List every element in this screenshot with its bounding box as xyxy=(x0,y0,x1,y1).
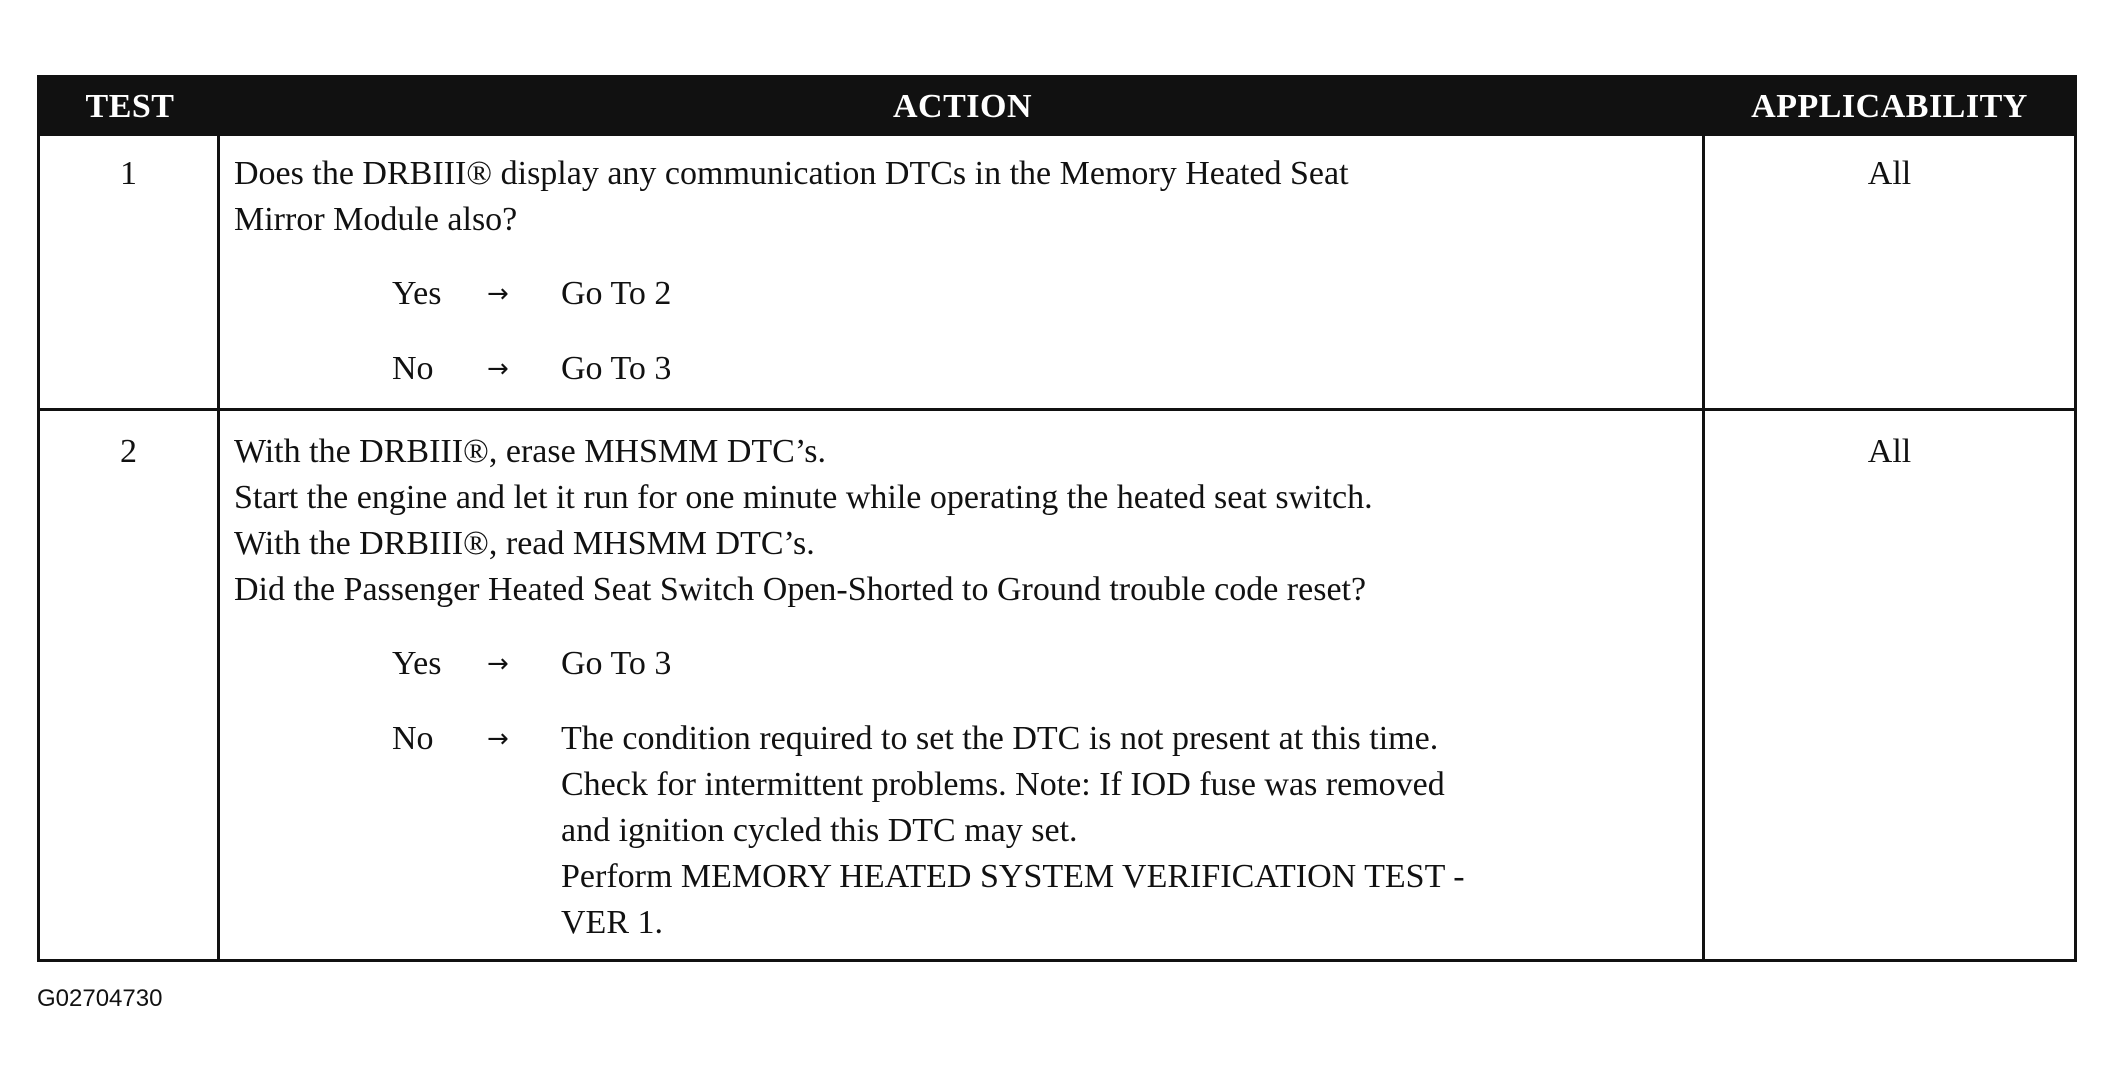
action-line: Does the DRBIII® display any communication DTCs in the Memory Heated Seat xyxy=(234,155,1349,192)
header-test: TEST xyxy=(85,88,175,125)
choice-result: Go To 2 xyxy=(561,275,672,312)
figure-code: G02704730 xyxy=(37,985,163,1012)
header-applicability: APPLICABILITY xyxy=(1751,88,2028,125)
choice-result-line: VER 1. xyxy=(561,904,663,941)
choice-result-line: Perform MEMORY HEATED SYSTEM VERIFICATION TEST - xyxy=(561,858,1465,895)
choice-answer: Yes xyxy=(392,275,442,312)
choice-answer: Yes xyxy=(392,645,442,682)
test-number: 2 xyxy=(120,433,137,470)
row-divider xyxy=(40,408,2074,411)
table-header xyxy=(40,78,2074,136)
arrow-icon: → xyxy=(487,724,509,754)
choice-result-line: Check for intermittent problems. Note: If IOD fuse was removed xyxy=(561,766,1445,803)
action-line: Start the engine and let it run for one minute while operating the heated seat switch. xyxy=(234,479,1373,516)
action-line: With the DRBIII®, erase MHSMM DTC’s. xyxy=(234,433,827,470)
action-line: Did the Passenger Heated Seat Switch Open-Shorted to Ground trouble code reset? xyxy=(234,571,1367,608)
column-divider xyxy=(217,136,220,959)
choice-result-line: and ignition cycled this DTC may set. xyxy=(561,812,1078,849)
applicability-value: All xyxy=(1867,433,1912,470)
diagnostic-table xyxy=(37,75,2077,962)
header-action: ACTION xyxy=(892,88,1033,125)
column-divider xyxy=(1702,136,1705,959)
choice-answer: No xyxy=(392,350,434,387)
arrow-icon: → xyxy=(487,279,509,309)
choice-result-line: The condition required to set the DTC is not present at this time. xyxy=(561,720,1439,757)
choice-result: Go To 3 xyxy=(561,645,672,682)
choice-answer: No xyxy=(392,720,434,757)
test-number: 1 xyxy=(120,155,137,192)
action-line: Mirror Module also? xyxy=(234,201,518,238)
choice-result: Go To 3 xyxy=(561,350,672,387)
applicability-value: All xyxy=(1867,155,1912,192)
arrow-icon: → xyxy=(487,649,509,679)
arrow-icon: → xyxy=(487,354,509,384)
action-line: With the DRBIII®, read MHSMM DTC’s. xyxy=(234,525,815,562)
